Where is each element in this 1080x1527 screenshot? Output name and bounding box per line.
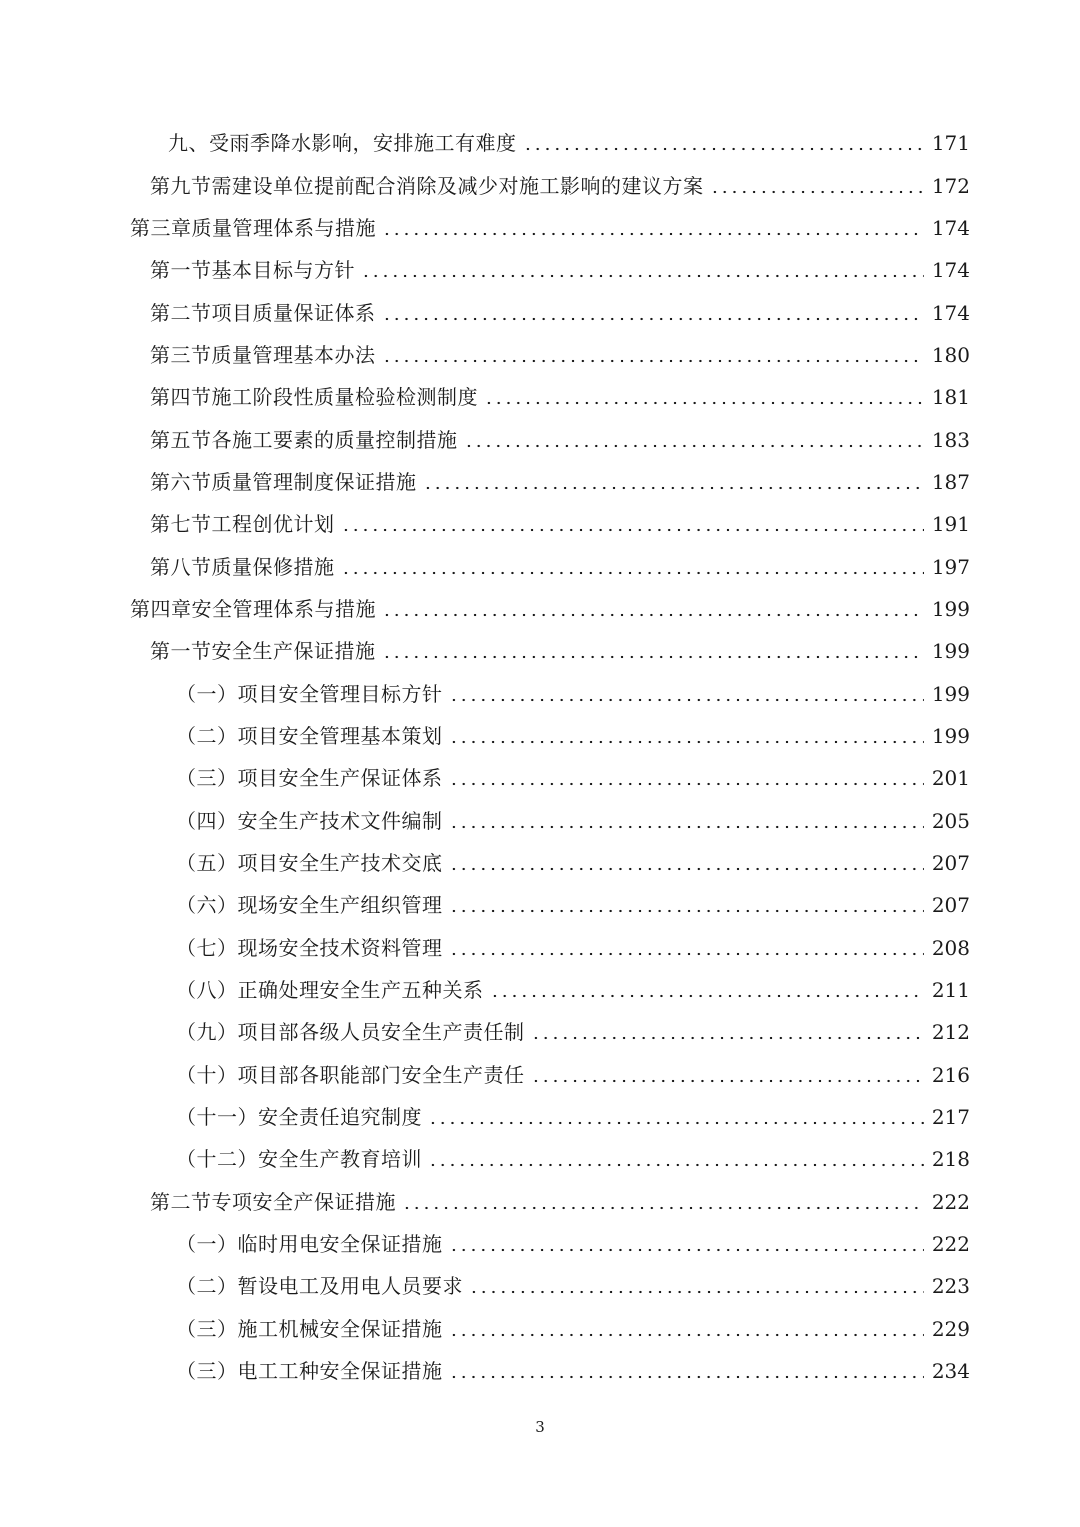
toc-entry-page-number: 174: [931, 300, 970, 325]
toc-entry[interactable]: [0, 164, 1080, 206]
toc-entry-page-number: 217: [931, 1105, 970, 1130]
dot-leader: [449, 825, 925, 829]
toc-entry[interactable]: [0, 1138, 1080, 1180]
toc-entry-page-number: 181: [931, 385, 970, 410]
toc-entry-title: 第二节专项安全产保证措施: [150, 1189, 396, 1214]
toc-entry-title: （三）施工机械安全保证措施: [176, 1316, 443, 1341]
toc-entry[interactable]: [0, 503, 1080, 545]
dot-leader: [531, 1079, 925, 1083]
toc-entry-page-number: 207: [931, 851, 970, 876]
toc-entry-page-number: 212: [931, 1020, 970, 1045]
toc-entry-page-number: 171: [931, 131, 970, 156]
toc-entry-page-number: 199: [931, 596, 970, 621]
dot-leader: [382, 317, 925, 321]
dot-leader: [523, 147, 925, 151]
toc-entry-title: （一）临时用电安全保证措施: [176, 1232, 443, 1257]
dot-leader: [710, 190, 925, 194]
toc-entry[interactable]: [0, 969, 1080, 1011]
toc-entry-title: （四）安全生产技术文件编制: [176, 808, 443, 833]
toc-entry[interactable]: [0, 461, 1080, 503]
toc-entry-page-number: 174: [931, 215, 970, 240]
toc-entry[interactable]: [0, 757, 1080, 799]
dot-leader: [490, 994, 925, 998]
toc-entry[interactable]: [0, 1096, 1080, 1138]
toc-entry[interactable]: [0, 418, 1080, 460]
toc-entry-page-number: 201: [931, 766, 970, 791]
toc-entry[interactable]: [0, 122, 1080, 164]
dot-leader: [428, 1121, 924, 1125]
toc-entry-page-number: 174: [931, 258, 970, 283]
dot-leader: [449, 698, 925, 702]
toc-entry-title: 第九节需建设单位提前配合消除及减少对施工影响的建议方案: [150, 173, 704, 198]
toc-entry-page-number: 199: [931, 681, 970, 706]
dot-leader: [382, 359, 925, 363]
toc-entry-title: （五）项目安全生产技术交底: [176, 851, 443, 876]
toc-entry-title: 第一节安全生产保证措施: [150, 639, 376, 664]
dot-leader: [361, 274, 924, 278]
toc-entry[interactable]: [0, 800, 1080, 842]
toc-entry-title: （三）项目安全生产保证体系: [176, 766, 443, 791]
toc-entry-title: （二）项目安全管理基本策划: [176, 723, 443, 748]
page-number: 3: [535, 1418, 545, 1436]
toc-entry-page-number: 229: [931, 1316, 970, 1341]
toc-entry[interactable]: [0, 588, 1080, 630]
toc-entry[interactable]: [0, 1181, 1080, 1223]
toc-entry-title: （二）暂设电工及用电人员要求: [176, 1274, 463, 1299]
toc-entry-page-number: 172: [931, 173, 970, 198]
dot-leader: [449, 1375, 925, 1379]
toc-entry-title: （六）现场安全生产组织管理: [176, 893, 443, 918]
toc-entry-page-number: 197: [931, 554, 970, 579]
dot-leader: [382, 232, 924, 236]
toc-entry[interactable]: [0, 545, 1080, 587]
toc-entry[interactable]: [0, 672, 1080, 714]
toc-entry[interactable]: [0, 927, 1080, 969]
toc-entry-title: （九）项目部各级人员安全生产责任制: [176, 1020, 525, 1045]
toc-entry[interactable]: [0, 376, 1080, 418]
dot-leader: [464, 444, 925, 448]
toc-entry-page-number: 211: [931, 978, 970, 1003]
toc-entry-title: 第八节质量保修措施: [150, 554, 335, 579]
toc-entry-page-number: 199: [931, 723, 970, 748]
toc-entry-page-number: 180: [931, 342, 970, 367]
toc-entry-page-number: 187: [931, 469, 970, 494]
toc-entry-title: 第六节质量管理制度保证措施: [150, 469, 417, 494]
toc-entry-page-number: 234: [931, 1359, 970, 1384]
toc-entry-page-number: 207: [931, 893, 970, 918]
toc-entry-title: 第三章质量管理体系与措施: [130, 215, 376, 240]
toc-entry-title: 第五节各施工要素的质量控制措施: [150, 427, 458, 452]
toc-entry-page-number: 218: [931, 1147, 970, 1172]
toc-entry[interactable]: [0, 1350, 1080, 1392]
toc-entry-page-number: 183: [931, 427, 970, 452]
toc-entry-title: 第四节施工阶段性质量检验检测制度: [150, 385, 478, 410]
toc-entry-title: （七）现场安全技术资料管理: [176, 935, 443, 960]
toc-entry-page-number: 216: [931, 1062, 970, 1087]
toc-entry[interactable]: [0, 1223, 1080, 1265]
dot-leader: [402, 1206, 924, 1210]
toc-entry-title: （一）项目安全管理目标方针: [176, 681, 443, 706]
toc-entry-title: 九、受雨季降水影响，安排施工有难度: [168, 131, 517, 156]
dot-leader: [449, 782, 925, 786]
dot-leader: [428, 1163, 924, 1167]
table-of-contents: [0, 122, 1080, 1392]
dot-leader: [449, 1248, 925, 1252]
dot-leader: [449, 1333, 925, 1337]
toc-entry[interactable]: [0, 1265, 1080, 1307]
toc-entry-title: （十一）安全责任追究制度: [176, 1105, 422, 1130]
toc-entry[interactable]: [0, 1011, 1080, 1053]
toc-entry-title: （三）电工工种安全保证措施: [176, 1359, 443, 1384]
toc-entry[interactable]: [0, 715, 1080, 757]
toc-entry-page-number: 199: [931, 639, 970, 664]
toc-entry-title: 第四章安全管理体系与措施: [130, 596, 376, 621]
dot-leader: [449, 952, 925, 956]
dot-leader: [382, 613, 924, 617]
toc-entry[interactable]: [0, 1308, 1080, 1350]
toc-entry[interactable]: [0, 334, 1080, 376]
dot-leader: [382, 655, 925, 659]
toc-entry-title: 第七节工程创优计划: [150, 512, 335, 537]
toc-entry-page-number: 222: [931, 1189, 970, 1214]
toc-entry[interactable]: [0, 207, 1080, 249]
toc-entry[interactable]: [0, 249, 1080, 291]
toc-entry-title: 第三节质量管理基本办法: [150, 342, 376, 367]
toc-entry-page-number: 191: [931, 512, 970, 537]
dot-leader: [484, 401, 924, 405]
toc-entry-title: （十）项目部各职能部门安全生产责任: [176, 1062, 525, 1087]
toc-entry[interactable]: [0, 291, 1080, 333]
dot-leader: [449, 740, 925, 744]
toc-entry-page-number: 222: [931, 1232, 970, 1257]
toc-entry-page-number: 223: [931, 1274, 970, 1299]
toc-entry-title: 第一节基本目标与方针: [150, 258, 355, 283]
toc-entry-title: （十二）安全生产教育培训: [176, 1147, 422, 1172]
toc-entry[interactable]: [0, 630, 1080, 672]
toc-entry[interactable]: [0, 884, 1080, 926]
dot-leader: [531, 1036, 925, 1040]
toc-entry-page-number: 208: [931, 935, 970, 960]
toc-entry-title: 第二节项目质量保证体系: [150, 300, 376, 325]
toc-entry-title: （八）正确处理安全生产五种关系: [176, 978, 484, 1003]
dot-leader: [423, 486, 925, 490]
toc-entry-page-number: 205: [931, 808, 970, 833]
dot-leader: [341, 571, 925, 575]
dot-leader: [449, 909, 925, 913]
toc-entry[interactable]: [0, 842, 1080, 884]
dot-leader: [341, 528, 925, 532]
dot-leader: [449, 867, 925, 871]
dot-leader: [469, 1290, 924, 1294]
toc-entry[interactable]: [0, 1054, 1080, 1096]
